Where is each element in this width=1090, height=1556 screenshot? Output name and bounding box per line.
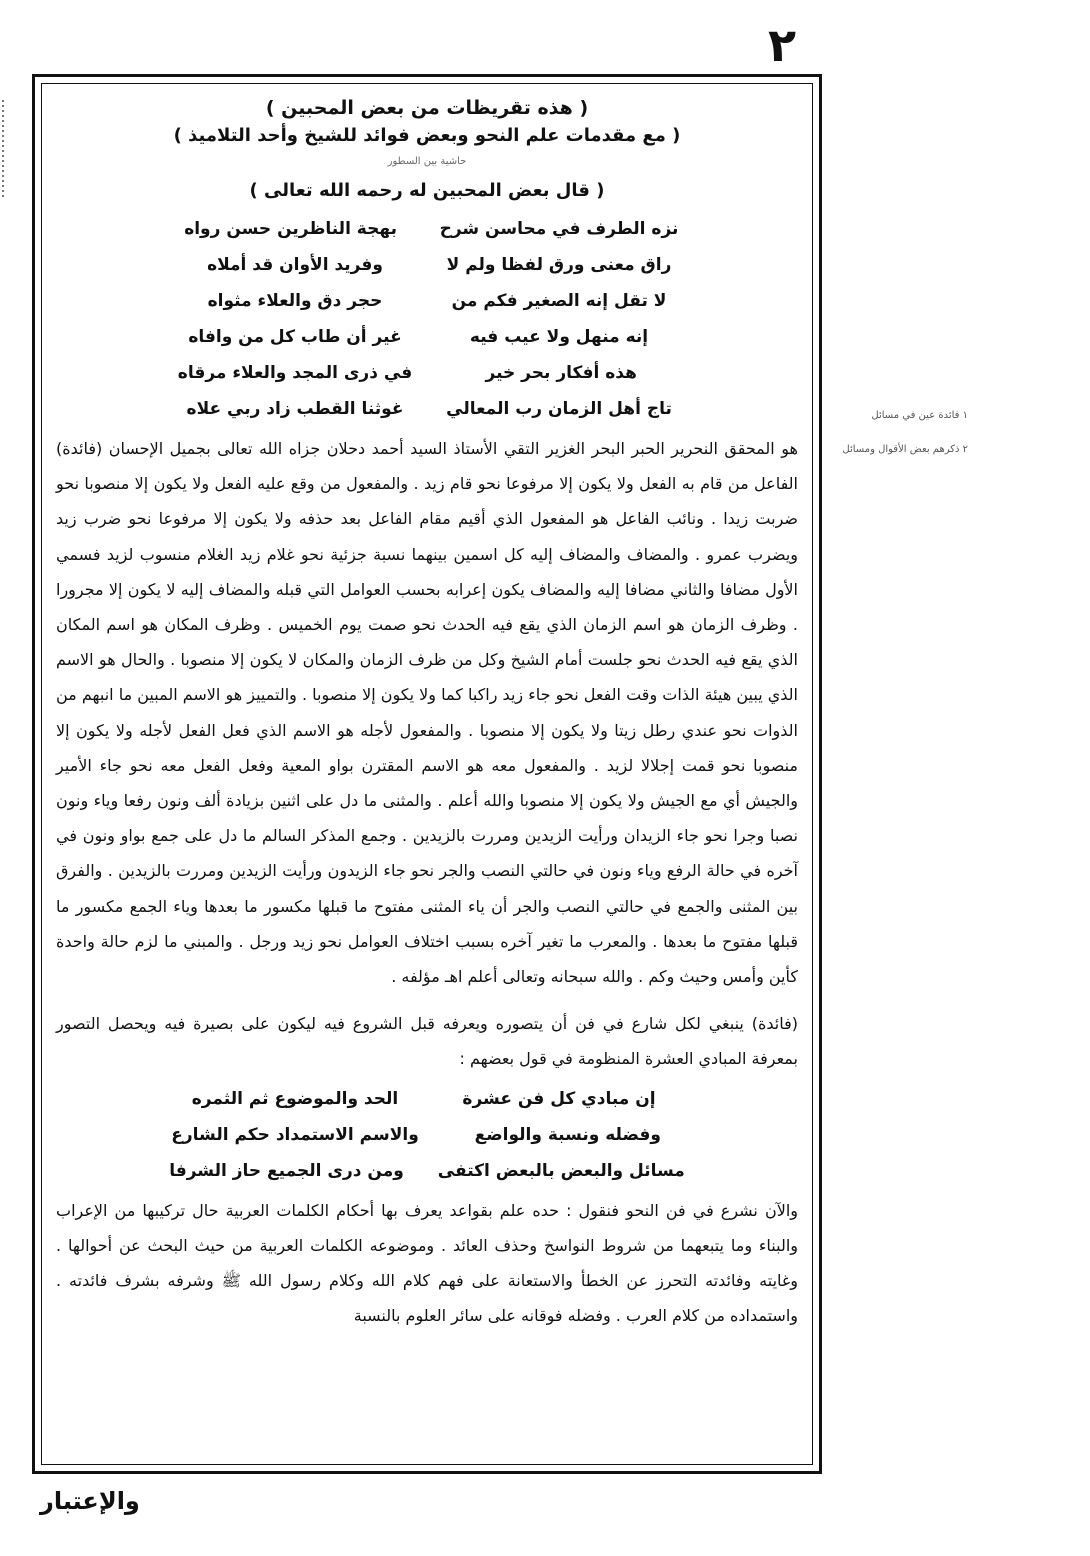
poem-verse [56,319,798,355]
hemistich-first: راق معنى ورق لفظا ولم لا [446,255,672,275]
page-title: ( هذه تقريظات من بعض المحبين ) [265,97,589,119]
poem-verse [56,355,798,391]
page-subtitle: ( مع مقدمات علم النحو وبعض فوائد للشيخ وأحد التلاميذ ) [173,125,681,146]
margin-note: ٢ ذكرهم بعض الأقوال ومسائل [842,444,968,455]
page-body [41,83,813,1465]
hemistich-second: بهجة الناظرين حسن رواه [184,219,397,239]
hemistich-second: ومن درى الجميع حاز الشرفا [169,1160,404,1181]
catchword: والإعتبار [40,1487,140,1515]
page-number: ٢ [768,18,797,72]
poem-verse [56,283,798,319]
hemistich-second: في ذرى المجد والعلاء مرقاه [177,363,413,383]
hemistich-second: حجر دق والعلاء مثواه [207,291,383,311]
interlinear-gloss: حاشية بين السطور [387,156,467,167]
hemistich-second: غير أن طاب كل من وافاه [188,327,402,347]
hemistich-first: تاج أهل الزمان رب المعالي [446,399,672,419]
hemistich-first: إنه منهل ولا عيب فيه [469,327,649,347]
hemistich-first: إن مبادي كل فن عشرة [462,1088,656,1109]
poem-verse [56,211,798,247]
hemistich-first: نزه الطرف في محاسن شرح [439,219,679,239]
hemistich-first: هذه أفكار بحر خير [485,363,637,383]
hemistich-first: لا تقل إنه الصغير فكم من [451,291,667,311]
hemistich-second: الحد والموضوع ثم الثمره [191,1088,399,1109]
prose-faida: (فائدة) ينبغي لكل شارع في فن أن يتصوره ويعرفه قبل الشروع فيه ليكون على بصيرة فيه ويحصل التصور بمعرفة المبادي العشرة المنظومة في قول بعضهم : [56,1014,798,1069]
poem-ten-principles [56,1081,798,1189]
prose-nahw-introduction: والآن نشرع في فن النحو فنقول : حده علم بقواعد يعرف بها أحكام الكلمات العربية حال تركيبها من الإعراب والبناء وما يتبعهما من شروط النواسخ وحذف العائد . وموضوعه الكلمات العربية من حيث البحث عن أحوالها . وغايته وفائدته التحرز عن الخطأ والاستعانة على فهم كلام الله وكلام رسول الله ﷺ وشرفه بشرف فائدته . واستمداده من كلام العرب . وفضله فوقانه على سائر العلوم بالنسبة [56,1200,798,1326]
margin-note: ١ فائدة عين في مسائل [871,410,968,421]
poem-verse [56,391,798,427]
page-frame [32,74,822,1474]
hemistich-second: وفريد الأوان قد أملاه [207,255,383,275]
poem-verse [56,1117,798,1153]
hemistich-first: وفضله ونسبة والواضع [474,1124,661,1145]
poem-verse [56,1081,798,1117]
hemistich-second: والاسم الاستمداد حكم الشارع [171,1124,419,1145]
prose-grammar-definitions: هو المحقق النحرير الحبر البحر الغزير التقي الأستاذ السيد أحمد دحلان جزاه الله تعالى بجميل الإحسان (فائدة) الفاعل من قام به الفعل ولا يكون إلا مرفوعا نحو قام زيد . والمفعول من وقع عليه الفعل ولا يكون إلا منصوبا نحو ضربت زيدا . ونائب الفاعل هو المفعول الذي أقيم مقام الفاعل بعد حذفه ولا يكون إلا مرفوعا نحو ضرب زيد ويضرب عمرو . والمضاف والمضاف إليه كل اسمين بينهما نسبة جزئية نحو غلام زيد الغلام منسوب لزيد فسمي الأول مضافا والثاني مضافا إليه والمضاف يكون إعرابه بحسب العوامل التي قبله والمضاف إليه لا يكون إلا مجرورا . وظرف الزمان هو اسم الزمان الذي يقع فيه الحدث نحو صمت يوم الخميس . وظرف المكان هو اسم المكان الذي يقع فيه الحدث نحو جلست أمام الشيخ وكل من ظرف الزمان والمكان لا يكون إلا منصوبا . والحال هو الاسم الذي يبين هيئة الذات وقت الفعل نحو جاء زيد راكبا كما ولا يكون إلا منصوبا . والتمييز هو الاسم المبين ما انبهم من الذوات نحو عندي رطل زيتا ولا يكون إلا منصوبا . والمفعول لأجله هو الاسم الذي فعل الفعل لأجله ولا يكون إلا منصوبا نحو قمت إجلالا لزيد . والمفعول معه هو الاسم المقترن بواو المعية وفعل الفعل معه نحو جاء الأمير والجيش أي مع الجيش ولا يكون إلا منصوبا والله أعلم . والمثنى ما دل على اثنين بزيادة ألف ونون رفعا وياء ونون نصبا وجرا نحو جاء الزيدان ورأيت الزيدين ومررت بالزيدين . وجمع المذكر السالم ما دل على جمع بواو ونون في آخره في حالة الرفع وياء ونون في حالتي النصب والجر نحو جاء الزيدون ورأيت الزيدين ومررت بالزيدين . والفرق بين المثنى والجمع في حالتي النصب والجر أن ياء المثنى مفتوح ما قبلها مكسور ما بعدها وياء الجمع مكسور ما قبلها مفتوح ما بعدها . والمعرب ما تغير آخره بسبب اختلاف العوامل نحو زيد ورجل . والمبني ما لزم حالة واحدة كأين وأمس وحيث وكم . والله سبحانه وتعالى أعلم اهـ مؤلفه . [56,439,798,987]
author-line: ( قال بعض المحبين له رحمه الله تعالى ) [249,180,605,201]
poem-verse [56,247,798,283]
scan-edge-marks [2,100,4,200]
hemistich-first: مسائل والبعض بالبعض اكتفى [437,1160,685,1181]
poem-eulogy [56,211,798,427]
margin-notes [838,408,968,476]
poem-verse [56,1153,798,1189]
hemistich-second: غوثنا القطب زاد ربي علاه [186,399,404,419]
